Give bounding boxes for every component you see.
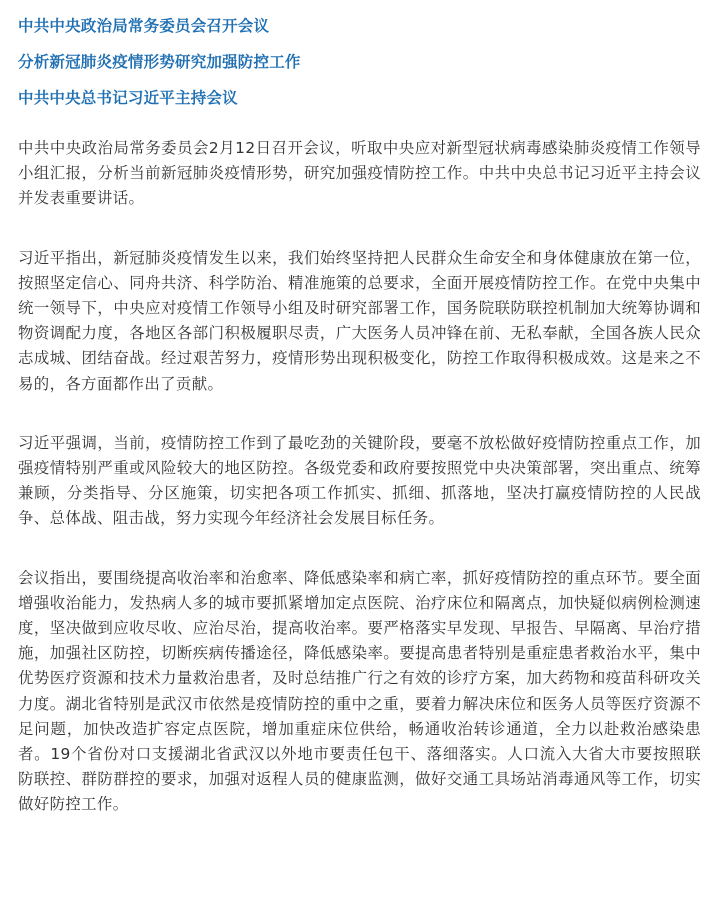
headline-subtitle: 分析新冠肺炎疫情形势研究加强防控工作 — [18, 53, 301, 71]
article-body — [18, 136, 719, 818]
paragraph-xi-emphasized: 习近平强调，当前，疫情防控工作到了最吃劲的关键阶段，要毫不放松做好疫情防控重点工作，加强疫情特别严重或风险较大的地区防控。各级党委和政府要按照党中央决策部署，突出重点、统筹兼顾，分类指导、分区施策，切实把各项工作抓实、抓细、抓落地，坚决打赢疫情防控的人民战争、总体战、阻击战，努力实现今年经济社会发展目标任务。 — [18, 433, 701, 528]
headline-chair: 中共中央总书记习近平主持会议 — [18, 89, 238, 107]
paragraph-meeting-intro: 中共中央政治局常务委员会2月12日召开会议，听取中央应对新型冠状病毒感染肺炎疫情工作领导小组汇报，分析当前新冠肺炎疫情形势，研究加强疫情防控工作。中共中央总书记习近平主持会议并发表重要讲话。 — [18, 139, 701, 208]
headline-main: 中共中央政治局常务委员会召开会议 — [18, 17, 270, 35]
paragraph-xi-pointed-out: 习近平指出，新冠肺炎疫情发生以来，我们始终坚持把人民群众生命安全和身体健康放在第一位，按照坚定信心、同舟共济、科学防治、精准施策的总要求，全面开展疫情防控工作。在党中央集中统一领导下，中央应对疫情工作领导小组及时研究部署工作，国务院联防联控机制加大统筹协调和物资调配力度，各地区各部门积极履职尽责，广大医务人员冲锋在前、无私奉献，全国各族人民众志成城、团结奋战。经过艰苦努力，疫情形势出现积极变化，防控工作取得积极成效。这是来之不易的，各方面都作出了贡献。 — [18, 248, 701, 393]
headline-block — [18, 0, 719, 116]
paragraph-meeting-pointed-out: 会议指出，要围绕提高收治率和治愈率、降低感染率和病亡率，抓好疫情防控的重点环节。要全面增强收治能力，发热病人多的城市要抓紧增加定点医院、治疗床位和隔离点，加快疑似病例检测速度，坚决做到应收尽收、应治尽治，提高收治率。要严格落实早发现、早报告、早隔离、早治疗措施，加强社区防控，切断疾病传播途径，降低感染率。要提高患者特别是重症患者救治水平，集中优势医疗资源和技术力量救治患者，及时总结推广行之有效的诊疗方案，加大药物和疫苗科研攻关力度。湖北省特别是武汉市依然是疫情防控的重中之重，要着力解决床位和医务人员等医疗资源不足问题，加快改造扩容定点医院，增加重症床位供给，畅通收治转诊通道，全力以赴救治感染患者。19个省份对口支援湖北省武汉以外地市要责任包干、落细落实。人口流入大省大市要按照联防联控、群防群控的要求，加强对返程人员的健康监测，做好交通工具场站消毒通风等工作，切实做好防控工作。 — [18, 568, 701, 814]
